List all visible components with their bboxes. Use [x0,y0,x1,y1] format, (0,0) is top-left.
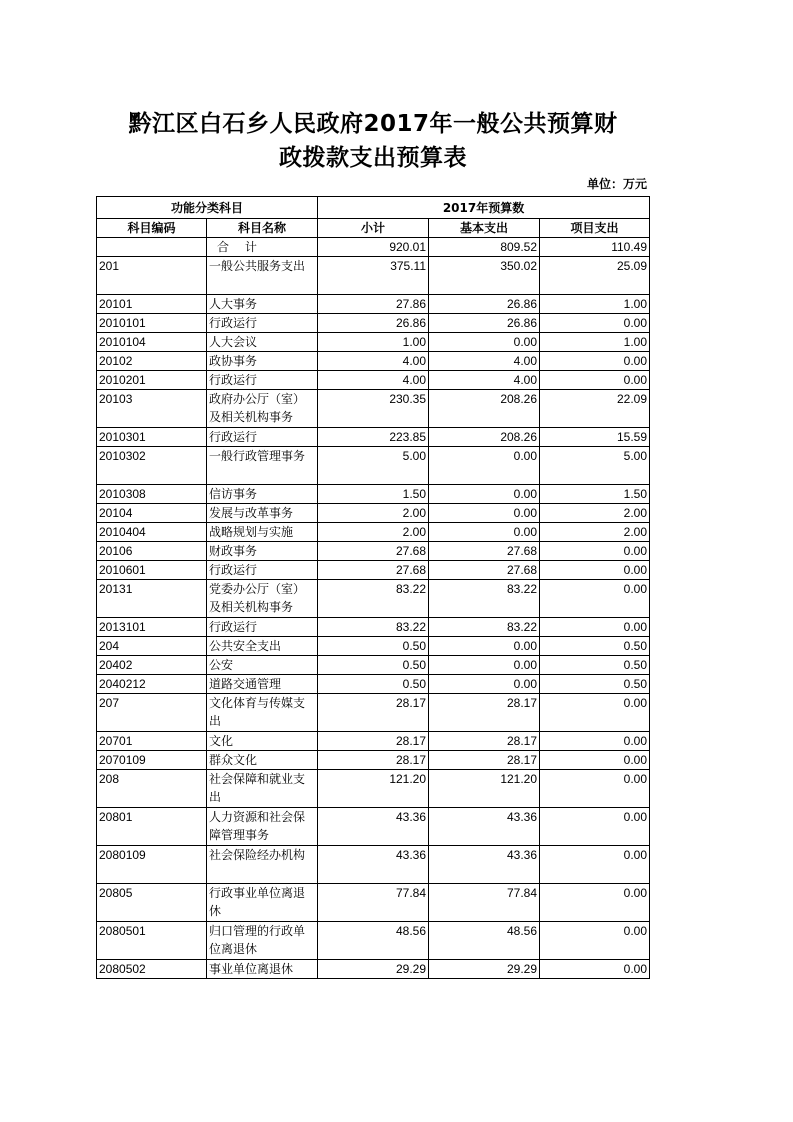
row-project: 0.00 [540,580,650,618]
row-code: 2010308 [97,485,207,504]
row-project: 1.00 [540,333,650,352]
row-project: 0.00 [540,314,650,333]
row-project: 22.09 [540,390,650,428]
unit-label: 单位：万元 [586,177,647,191]
column-header-row [97,219,650,238]
row-subtotal: 223.85 [318,428,429,447]
row-basic: 0.00 [429,637,540,656]
row-basic: 0.00 [429,333,540,352]
row-basic: 208.26 [429,390,540,428]
row-subtotal: 28.17 [318,732,429,751]
row-basic: 26.86 [429,314,540,333]
row-subtotal: 375.11 [318,257,429,295]
row-project: 0.00 [540,808,650,846]
row-name: 公共安全支出 [207,637,318,656]
row-basic: 350.02 [429,257,540,295]
row-code: 20131 [97,580,207,618]
row-project: 0.00 [540,732,650,751]
table-row [97,770,650,808]
row-subtotal: 2.00 [318,523,429,542]
table-row [97,561,650,580]
row-subtotal: 27.86 [318,295,429,314]
row-basic: 809.52 [429,238,540,257]
row-code: 20805 [97,884,207,922]
row-project: 0.00 [540,846,650,884]
row-name: 社会保险经办机构 [207,846,318,884]
row-basic: 77.84 [429,884,540,922]
row-code: 20701 [97,732,207,751]
row-project: 110.49 [540,238,650,257]
table-row [97,390,650,428]
row-code: 201 [97,257,207,295]
row-project: 0.50 [540,637,650,656]
row-basic: 27.68 [429,542,540,561]
table-row [97,884,650,922]
row-project: 0.00 [540,542,650,561]
function-class-header: 功能分类科目 [97,197,318,219]
row-subtotal: 0.50 [318,675,429,694]
page-title-line-2: 政拨款支出预算表 [279,145,467,171]
row-code: 207 [97,694,207,732]
row-name: 群众文化 [207,751,318,770]
row-basic: 27.68 [429,561,540,580]
row-name: 财政事务 [207,542,318,561]
table-row [97,333,650,352]
row-subtotal: 0.50 [318,656,429,675]
row-code: 20103 [97,390,207,428]
table-row [97,808,650,846]
row-name: 一般行政管理事务 [207,447,318,485]
row-name: 文化 [207,732,318,751]
table-row [97,922,650,960]
row-code: 2080502 [97,960,207,979]
row-code: 208 [97,770,207,808]
row-project: 0.00 [540,922,650,960]
row-code: 2013101 [97,618,207,637]
row-code: 2070109 [97,751,207,770]
row-code: 2080501 [97,922,207,960]
table-row [97,637,650,656]
table-row [97,447,650,485]
table-row [97,295,650,314]
row-name: 一般公共服务支出 [207,257,318,295]
row-project: 0.00 [540,561,650,580]
table-row [97,732,650,751]
row-subtotal: 0.50 [318,637,429,656]
row-subtotal: 83.22 [318,580,429,618]
row-basic: 43.36 [429,846,540,884]
table-row [97,428,650,447]
basic-column-header: 基本支出 [429,219,540,238]
row-basic: 28.17 [429,732,540,751]
row-code: 20801 [97,808,207,846]
group-header-row [97,197,650,219]
row-project: 0.00 [540,770,650,808]
table-row [97,314,650,333]
budget-table [96,196,650,979]
row-project: 0.00 [540,884,650,922]
row-basic: 0.00 [429,675,540,694]
row-subtotal: 77.84 [318,884,429,922]
row-basic: 28.17 [429,751,540,770]
row-name: 人大事务 [207,295,318,314]
row-basic: 0.00 [429,504,540,523]
row-name: 党委办公厅（室）及相关机构事务 [207,580,318,618]
row-subtotal: 1.50 [318,485,429,504]
row-subtotal: 230.35 [318,390,429,428]
table-row [97,257,650,295]
row-project: 0.00 [540,694,650,732]
row-subtotal: 5.00 [318,447,429,485]
row-name: 文化体育与传媒支出 [207,694,318,732]
row-project: 25.09 [540,257,650,295]
row-basic: 28.17 [429,694,540,732]
table-row [97,656,650,675]
project-column-header: 项目支出 [540,219,650,238]
row-subtotal: 27.68 [318,561,429,580]
table-row [97,694,650,732]
row-code: 20106 [97,542,207,561]
table-row [97,371,650,390]
row-name: 行政运行 [207,371,318,390]
row-basic: 43.36 [429,808,540,846]
table-row [97,960,650,979]
table-row [97,580,650,618]
row-subtotal: 48.56 [318,922,429,960]
row-basic: 0.00 [429,656,540,675]
row-subtotal: 121.20 [318,770,429,808]
table-row [97,485,650,504]
row-subtotal: 43.36 [318,846,429,884]
table-row [97,523,650,542]
row-name: 人力资源和社会保障管理事务 [207,808,318,846]
row-code: 2010104 [97,333,207,352]
row-code: 2010601 [97,561,207,580]
row-name: 社会保障和就业支出 [207,770,318,808]
row-code: 2040212 [97,675,207,694]
row-code: 20102 [97,352,207,371]
code-column-header: 科目编码 [97,219,207,238]
table-row [97,504,650,523]
row-subtotal: 27.68 [318,542,429,561]
row-basic: 83.22 [429,618,540,637]
row-project: 2.00 [540,504,650,523]
row-basic: 0.00 [429,523,540,542]
table-row [97,618,650,637]
row-subtotal: 29.29 [318,960,429,979]
row-name: 政协事务 [207,352,318,371]
table-row [97,542,650,561]
row-code: 204 [97,637,207,656]
row-project: 0.00 [540,371,650,390]
row-subtotal: 920.01 [318,238,429,257]
row-subtotal: 28.17 [318,694,429,732]
subtotal-column-header: 小计 [318,219,429,238]
table-row [97,675,650,694]
row-code: 2010201 [97,371,207,390]
row-project: 5.00 [540,447,650,485]
row-basic: 4.00 [429,352,540,371]
row-name: 合 计 [207,238,318,257]
row-basic: 26.86 [429,295,540,314]
row-name: 行政运行 [207,618,318,637]
row-name: 战略规划与实施 [207,523,318,542]
total-row [97,238,650,257]
row-project: 0.00 [540,751,650,770]
row-name: 人大会议 [207,333,318,352]
row-code: 2010302 [97,447,207,485]
row-code [97,238,207,257]
row-name: 发展与改革事务 [207,504,318,523]
row-subtotal: 4.00 [318,371,429,390]
row-subtotal: 28.17 [318,751,429,770]
row-name: 行政运行 [207,428,318,447]
row-name: 信访事务 [207,485,318,504]
row-name: 行政运行 [207,561,318,580]
row-code: 20104 [97,504,207,523]
table-row [97,352,650,371]
row-subtotal: 43.36 [318,808,429,846]
page-title-line-1: 黔江区白石乡人民政府2017年一般公共预算财 [128,111,618,137]
row-project: 0.50 [540,656,650,675]
row-code: 20402 [97,656,207,675]
row-name: 公安 [207,656,318,675]
row-project: 0.00 [540,352,650,371]
table-row [97,751,650,770]
row-basic: 208.26 [429,428,540,447]
row-project: 1.50 [540,485,650,504]
row-subtotal: 1.00 [318,333,429,352]
row-code: 2010101 [97,314,207,333]
row-basic: 48.56 [429,922,540,960]
name-column-header: 科目名称 [207,219,318,238]
row-basic: 83.22 [429,580,540,618]
row-project: 0.00 [540,960,650,979]
row-name: 事业单位离退休 [207,960,318,979]
row-name: 行政运行 [207,314,318,333]
row-code: 2080109 [97,846,207,884]
row-code: 20101 [97,295,207,314]
row-subtotal: 4.00 [318,352,429,371]
budget-year-header: 2017年预算数 [318,197,650,219]
row-basic: 4.00 [429,371,540,390]
row-project: 15.59 [540,428,650,447]
row-project: 0.50 [540,675,650,694]
row-code: 2010301 [97,428,207,447]
row-basic: 0.00 [429,485,540,504]
row-subtotal: 83.22 [318,618,429,637]
row-subtotal: 26.86 [318,314,429,333]
row-project: 1.00 [540,295,650,314]
row-name: 道路交通管理 [207,675,318,694]
row-name: 政府办公厅（室）及相关机构事务 [207,390,318,428]
row-name: 行政事业单位离退休 [207,884,318,922]
row-basic: 29.29 [429,960,540,979]
row-basic: 0.00 [429,447,540,485]
row-subtotal: 2.00 [318,504,429,523]
row-project: 2.00 [540,523,650,542]
row-name: 归口管理的行政单位离退休 [207,922,318,960]
row-basic: 121.20 [429,770,540,808]
table-row [97,846,650,884]
row-project: 0.00 [540,618,650,637]
row-code: 2010404 [97,523,207,542]
